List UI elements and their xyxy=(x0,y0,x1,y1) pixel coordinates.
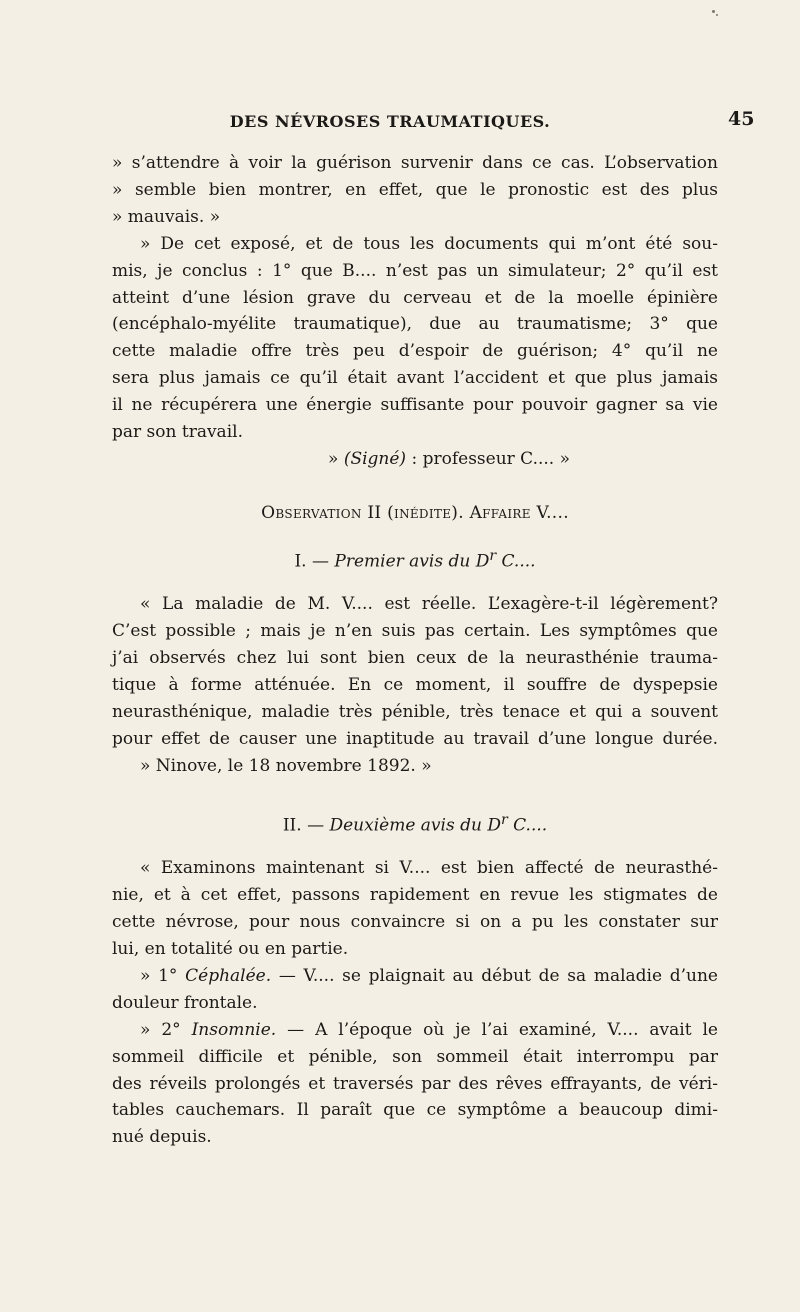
signature-line xyxy=(112,446,718,473)
text-line: par son travail. xyxy=(112,422,243,443)
text-line: » semble bien montrer, en effet, que le pronostic est des plus xyxy=(112,179,718,200)
signature-name: : professeur C.... » xyxy=(406,448,571,469)
text-line: sera plus jamais ce qu’il était avant l’accident et que plus jamais xyxy=(112,368,718,389)
text-line: nué depuis. xyxy=(112,1127,212,1148)
text-line: douleur frontale. xyxy=(112,992,258,1013)
text-line: lui, en totalité ou en partie. xyxy=(112,938,349,959)
observation-title: Observation II (inédite). Affaire V.... xyxy=(261,502,569,523)
text-line: cette maladie offre très peu d’espoir de guérison; 4° qu’il ne xyxy=(112,341,718,362)
text-line: nie, et à cet effet, passons rapidement en revue les stigmates de xyxy=(112,885,718,906)
text-line: des réveils prolongés et traversés par des rêves effrayants, de véri- xyxy=(112,1073,718,1094)
text-line: » De cet exposé, et de tous les documents qui m’ont été sou- xyxy=(140,233,718,254)
signature-prefix: » xyxy=(328,448,344,469)
text-line: neurasthénique, maladie très pénible, très tenace et qui a souvent xyxy=(112,701,718,722)
text-line: sommeil difficile et pénible, son sommeil était interrompu par xyxy=(112,1046,718,1067)
text-line: tique à forme atténuée. En ce moment, il souffre de dyspepsie xyxy=(112,675,718,696)
section-title-1: I. — Premier avis du $D^r$ C.... xyxy=(294,547,536,572)
text-line: (encéphalo-myélite traumatique), due au traumatisme; 3° que xyxy=(112,314,718,335)
page-text xyxy=(112,150,718,1151)
text-line: « La maladie de M. V.... est réelle. L’exagère-t-il légèrement? xyxy=(140,594,718,615)
text-line: atteint d’une lésion grave du cerveau et de la moelle épinière xyxy=(112,287,718,308)
text-line: cette névrose, pour nous convaincre si on a pu les constater sur xyxy=(112,912,718,933)
text-line: » Ninove, le 18 novembre 1892. » xyxy=(140,755,432,776)
text-line: » mauvais. » xyxy=(112,206,221,227)
signature-signed: (Signé) xyxy=(343,448,407,469)
text-line: mis, je conclus : 1° que B.... n’est pas un simulateur; 2° qu’il est xyxy=(112,260,718,281)
text-line: » 1° Céphalée. — V.... se plaignait au début de sa maladie d’une xyxy=(140,965,718,986)
paper-speck xyxy=(716,14,718,16)
text-line: il ne récupérera une énergie suffisante pour pouvoir gagner sa vie xyxy=(112,395,718,416)
running-title: DES NÉVROSES TRAUMATIQUES. xyxy=(229,112,551,131)
text-line: C’est possible ; mais je n’en suis pas certain. Les symptômes que xyxy=(112,621,718,642)
text-line: j’ai observés chez lui sont bien ceux de la neurasthénie trauma- xyxy=(112,648,718,669)
page-number: 45 xyxy=(728,108,755,130)
text-line: « Examinons maintenant si V.... est bien affecté de neurasthé- xyxy=(140,858,718,879)
text-line: » 2° Insomnie. — A l’époque où je l’ai examiné, V.... avait le xyxy=(140,1019,718,1040)
text-line: tables cauchemars. Il paraît que ce symptôme a beaucoup dimi- xyxy=(112,1100,718,1121)
text-line: pour effet de causer une inaptitude au travail d’une longue durée. xyxy=(112,728,718,749)
paper-speck xyxy=(712,10,715,13)
text-line: » s’attendre à voir la guérison survenir dans ce cas. L’observation xyxy=(112,153,718,173)
section-title-2: II. — Deuxième avis du $D^r$ C.... xyxy=(282,811,548,836)
